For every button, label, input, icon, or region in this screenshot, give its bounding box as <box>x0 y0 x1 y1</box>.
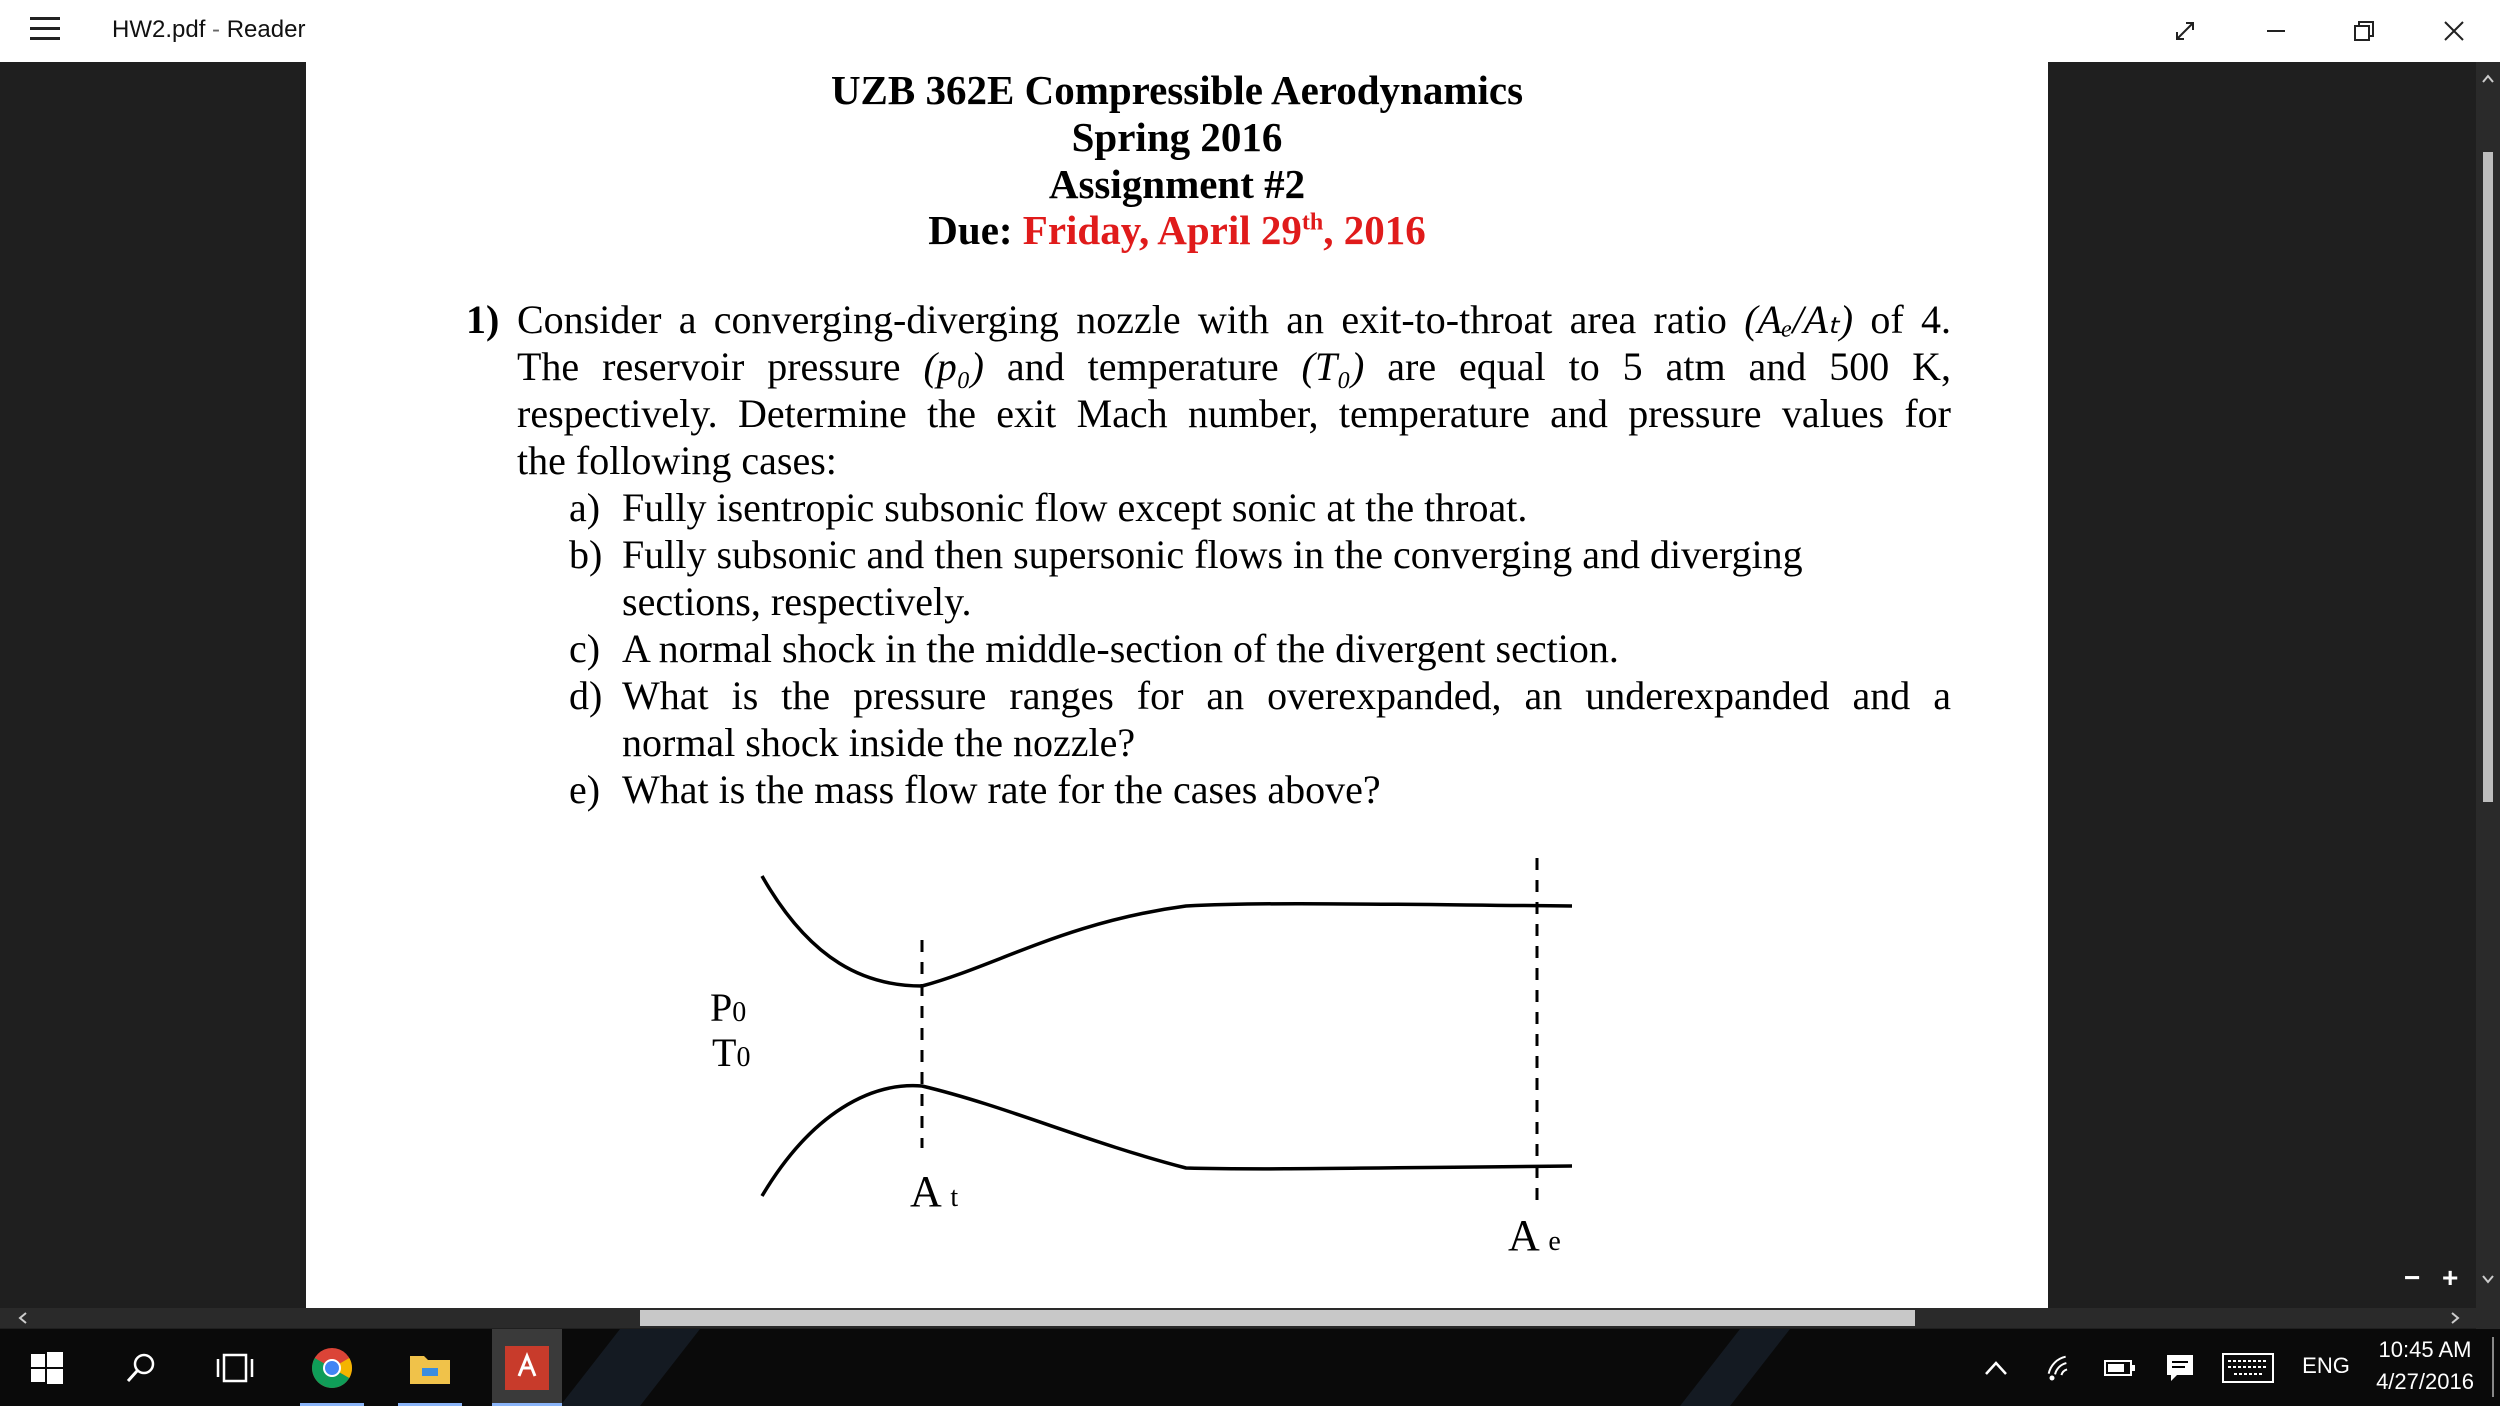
search-button[interactable] <box>110 1329 172 1406</box>
item-d-label: d) <box>569 673 603 718</box>
course-title: UZB 362E Compressible Aerodynamics <box>830 67 1524 113</box>
item-a-label: a) <box>569 485 601 530</box>
question-line-1: Consider a converging-diverging nozzle with an exit-to-throat area ratio (Aₑ/Aₜ) of 4. <box>517 297 1952 342</box>
language-indicator[interactable]: ENG <box>2302 1353 2350 1378</box>
close-button[interactable] <box>2410 0 2498 62</box>
due-date: Friday, April 29th, 2016 <box>1022 207 1426 253</box>
action-center-icon <box>2165 1353 2195 1383</box>
item-a-text: Fully isentropic subsonic flow except sonic at the throat. <box>622 485 1528 530</box>
expand-icon <box>2174 20 2196 42</box>
vertical-scrollbar[interactable] <box>2476 62 2500 1329</box>
assignment-title: Assignment #2 <box>1048 161 1306 207</box>
zoom-out-button[interactable]: − <box>2404 1262 2421 1293</box>
document-name: HW2.pdf <box>112 16 206 43</box>
chrome-icon <box>310 1346 354 1390</box>
exit-area-label: A e <box>1508 1211 1561 1260</box>
minimize-button[interactable] <box>2232 0 2320 62</box>
show-desktop-button[interactable] <box>2492 1337 2494 1397</box>
horizontal-scroll-thumb[interactable] <box>640 1310 1915 1326</box>
nozzle-diagram <box>306 62 2048 1327</box>
scroll-right-icon[interactable] <box>2450 1312 2460 1324</box>
clock-time[interactable]: 10:45 AM <box>2378 1337 2472 1362</box>
pdf-page <box>306 62 2048 1327</box>
zoom-in-button[interactable]: + <box>2442 1262 2459 1293</box>
task-view-button[interactable] <box>204 1329 266 1406</box>
item-c-label: c) <box>569 626 601 671</box>
scroll-left-icon[interactable] <box>18 1312 28 1324</box>
full-screen-button[interactable] <box>2141 0 2229 62</box>
vertical-scroll-thumb[interactable] <box>2483 152 2493 802</box>
minimize-icon <box>2265 20 2287 42</box>
clock-date[interactable]: 4/27/2016 <box>2376 1369 2474 1394</box>
term: Spring 2016 <box>1071 114 1283 160</box>
hamburger-menu-icon[interactable] <box>30 17 60 45</box>
chevron-up-icon <box>1984 1360 2008 1376</box>
start-button[interactable] <box>16 1329 78 1406</box>
restore-icon <box>2353 20 2375 42</box>
reader-icon <box>505 1346 549 1390</box>
item-d-text: What is the pressure ranges for an overexpanded, an underexpanded and a <box>622 673 1951 718</box>
question-line-2: The reservoir pressure (p₀) and temperature (T₀) are equal to 5 atm and 500 K, <box>517 344 1952 389</box>
p0-label: P0 <box>710 985 747 1030</box>
horizontal-scrollbar[interactable] <box>0 1308 2500 1328</box>
t0-label: T0 <box>712 1030 751 1075</box>
app-name: Reader <box>226 16 306 43</box>
title-separator: - <box>212 16 221 43</box>
document-viewer[interactable] <box>0 62 2500 1329</box>
action-center-button[interactable] <box>2160 1329 2200 1406</box>
search-icon <box>125 1352 157 1384</box>
item-b-text-2: sections, respectively. <box>622 579 972 624</box>
item-e-label: e) <box>569 767 601 812</box>
battery-icon <box>2104 1358 2136 1378</box>
scroll-up-icon[interactable] <box>2482 74 2494 84</box>
item-c-text: A normal shock in the middle-section of the divergent section. <box>622 626 1619 671</box>
show-hidden-icons-button[interactable] <box>1976 1329 2016 1406</box>
item-e-text: What is the mass flow rate for the cases above? <box>622 767 1381 812</box>
task-view-icon <box>215 1352 255 1384</box>
wifi-icon <box>2046 1354 2074 1382</box>
item-b-text: Fully subsonic and then supersonic flows in the converging and diverging <box>622 532 1803 577</box>
scroll-down-icon[interactable] <box>2482 1274 2494 1284</box>
title-bar <box>0 0 2500 62</box>
restore-button[interactable] <box>2320 0 2408 62</box>
close-icon <box>2443 20 2465 42</box>
throat-area-label: A t <box>910 1167 959 1216</box>
taskbar <box>0 1329 2500 1406</box>
network-button[interactable] <box>2040 1329 2080 1406</box>
battery-button[interactable] <box>2100 1329 2140 1406</box>
question-line-3: respectively. Determine the exit Mach number, temperature and pressure values for <box>517 391 1951 436</box>
file-explorer-taskbar-button[interactable] <box>398 1329 462 1406</box>
nozzle-upper-wall <box>762 876 1572 986</box>
item-b-label: b) <box>569 532 603 577</box>
chrome-taskbar-button[interactable] <box>300 1329 364 1406</box>
reader-taskbar-button[interactable] <box>492 1329 562 1406</box>
nozzle-lower-wall <box>762 1086 1572 1196</box>
item-d-text-2: normal shock inside the nozzle? <box>622 720 1136 765</box>
window-title <box>112 16 305 44</box>
question-line-4: the following cases: <box>517 438 837 483</box>
due-label: Due: <box>928 207 1013 253</box>
file-explorer-icon <box>408 1350 452 1386</box>
touch-keyboard-button[interactable] <box>2220 1329 2276 1406</box>
keyboard-icon <box>2222 1353 2274 1383</box>
question-number: 1) <box>466 297 500 342</box>
windows-start-icon <box>31 1352 63 1384</box>
